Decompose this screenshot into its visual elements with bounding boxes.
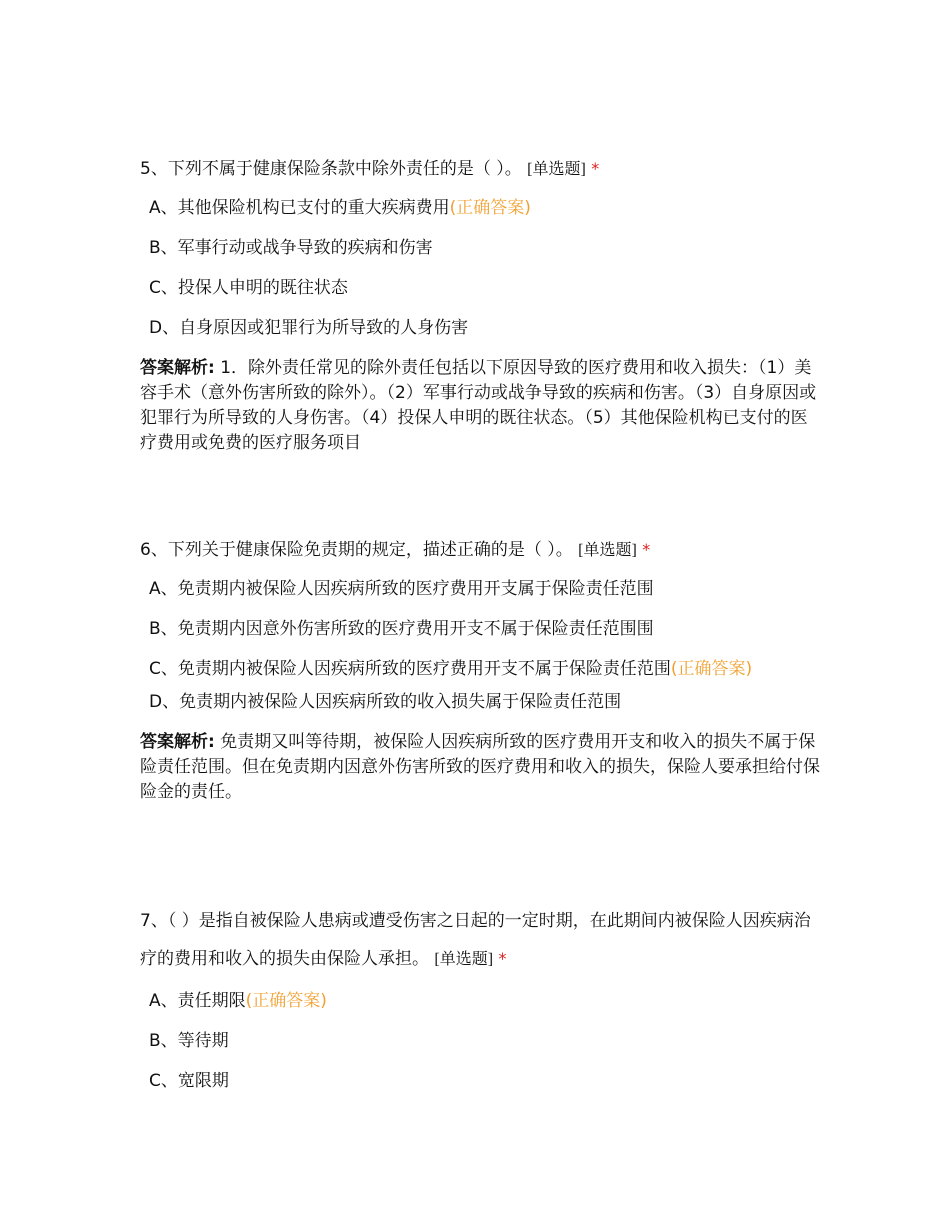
question-type-label: [单选题] bbox=[434, 951, 494, 968]
answer-analysis bbox=[140, 730, 820, 805]
analysis-text: 1．除外责任常见的除外责任包括以下原因导致的医疗费用和收入损失：（1）美容手术（意外伤害所致的除外）。（2）军事行动或战争导致的疾病和伤害。（3）自身原因或犯罪行为所导致的人身伤害。（4）投保人申明的既往状态。（5）其他保险机构已支付的医疗费用或免费的医疗服务项目 bbox=[140, 358, 817, 453]
option-c[interactable] bbox=[149, 657, 820, 682]
required-mark: * bbox=[498, 949, 507, 968]
analysis-label: 答案解析: bbox=[140, 358, 215, 378]
option-d[interactable] bbox=[149, 690, 820, 715]
option-text: D、免责期内被保险人因疾病所致的收入损失属于保险责任范围 bbox=[149, 692, 622, 712]
option-text: A、其他保险机构已支付的重大疾病费用 bbox=[149, 198, 450, 218]
option-b[interactable] bbox=[149, 236, 820, 261]
answer-analysis bbox=[140, 356, 820, 456]
option-a[interactable] bbox=[149, 989, 820, 1014]
question-7 bbox=[140, 902, 820, 1109]
correct-answer-tag: (正确答案) bbox=[449, 198, 531, 218]
question-type-label: [单选题] bbox=[527, 161, 586, 178]
options-list bbox=[140, 196, 820, 341]
question-title bbox=[140, 533, 820, 567]
question-5 bbox=[140, 152, 820, 456]
correct-answer-tag: (正确答案) bbox=[670, 659, 753, 679]
option-text: C、宽限期 bbox=[149, 1071, 229, 1091]
question-type-label: [单选题] bbox=[578, 542, 637, 559]
required-mark: * bbox=[642, 540, 651, 559]
option-text: A、免责期内被保险人因疾病所致的医疗费用开支属于保险责任范围 bbox=[149, 579, 654, 599]
question-6 bbox=[140, 533, 820, 805]
options-list bbox=[140, 577, 820, 715]
option-text: D、自身原因或犯罪行为所导致的人身伤害 bbox=[149, 318, 469, 338]
option-text: A、责任期限 bbox=[149, 991, 246, 1011]
correct-answer-tag: (正确答案) bbox=[245, 991, 327, 1011]
option-c[interactable] bbox=[149, 1069, 820, 1094]
option-c[interactable] bbox=[149, 276, 820, 301]
required-mark: * bbox=[591, 159, 600, 178]
option-text: C、投保人申明的既往状态 bbox=[149, 278, 348, 298]
option-a[interactable] bbox=[149, 196, 820, 221]
option-d[interactable] bbox=[149, 316, 820, 341]
analysis-label: 答案解析: bbox=[140, 732, 215, 752]
option-text: C、免责期内被保险人因疾病所致的医疗费用开支不属于保险责任范围 bbox=[149, 659, 671, 679]
option-a[interactable] bbox=[149, 577, 820, 602]
options-list bbox=[140, 989, 820, 1094]
question-title bbox=[140, 902, 820, 979]
question-text: 5、下列不属于健康保险条款中除外责任的是（ ）。 bbox=[140, 159, 522, 179]
question-text: 7、（ ）是指自被保险人患病或遭受伤害之日起的一定时期，在此期间内被保险人因疾病治疗的费用和收入的损失由保险人承担。 bbox=[140, 911, 811, 969]
option-text: B、免责期内因意外伤害所致的医疗费用开支不属于保险责任范围围 bbox=[149, 619, 654, 639]
option-text: B、等待期 bbox=[149, 1031, 229, 1051]
question-text: 6、下列关于健康保险免责期的规定，描述正确的是（ ）。 bbox=[140, 540, 573, 560]
option-b[interactable] bbox=[149, 1029, 820, 1054]
option-b[interactable] bbox=[149, 617, 820, 642]
option-text: B、军事行动或战争导致的疾病和伤害 bbox=[149, 238, 433, 258]
question-title bbox=[140, 152, 820, 186]
analysis-text: 免责期又叫等待期，被保险人因疾病所致的医疗费用开支和收入的损失不属于保险责任范围。但在免责期内因意外伤害所致的医疗费用和收入的损失，保险人要承担给付保险金的责任。 bbox=[140, 732, 820, 802]
